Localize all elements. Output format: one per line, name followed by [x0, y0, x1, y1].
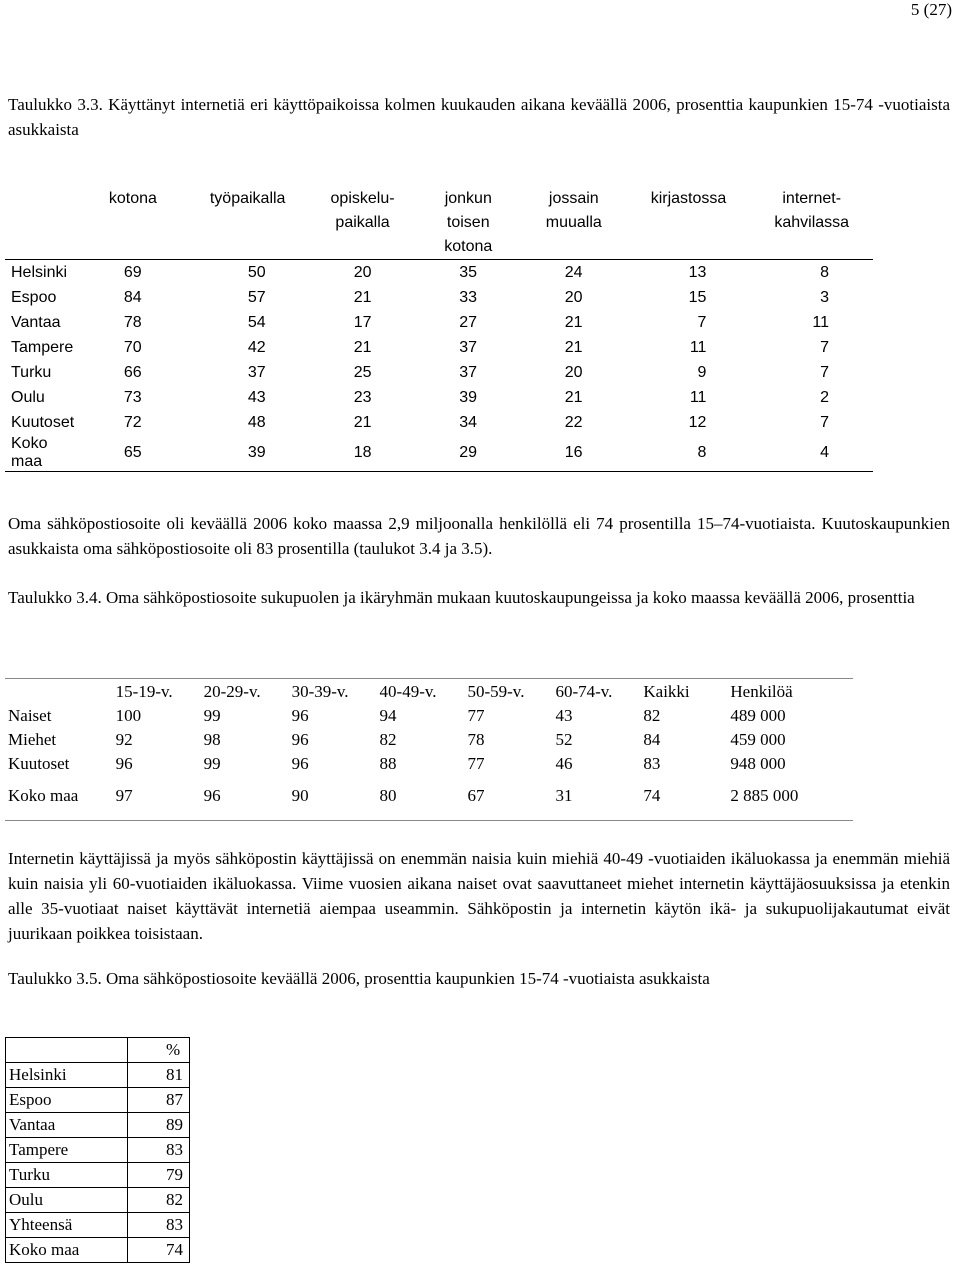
- cell-value: 65: [80, 435, 186, 472]
- cell-value: 7: [820, 338, 829, 356]
- column-header: 30-39-v.: [289, 679, 377, 705]
- table-row: [5, 435, 873, 472]
- table-3-3-caption: Taulukko 3.3. Käyttänyt internetiä eri käyttöpaikoissa kolmen kuukauden aikana keväällä 2006, prosenttia kaupunkien 15-74 -vuotiaista asukkaista: [8, 95, 950, 139]
- cell-value: 25: [353, 363, 372, 381]
- column-header: kirjastossa: [627, 187, 751, 260]
- cell-value: 96: [291, 706, 309, 725]
- cell-value: 37: [459, 363, 478, 381]
- table-row: [5, 728, 853, 752]
- cell-value: 73: [123, 388, 142, 406]
- cell-value: 7: [820, 413, 829, 431]
- cell-value: 96: [291, 730, 309, 749]
- cell-value: 67: [464, 776, 552, 821]
- table-3-4-caption: Taulukko 3.4. Oma sähköpostiosoite sukupuolen ja ikäryhmän mukaan kuutoskaupungeissa ja koko maassa keväällä 2006, prosenttia: [8, 588, 915, 607]
- cell-value: 9: [697, 363, 707, 381]
- row-label: Miehet: [8, 730, 57, 749]
- cell-value: 79: [128, 1163, 190, 1188]
- cell-value: 72: [123, 413, 142, 431]
- table-3-5: [5, 1037, 190, 1263]
- cell-value: 459 000: [730, 730, 786, 749]
- column-header: internet- kahvilassa: [750, 187, 873, 260]
- cell-value: 12: [688, 413, 707, 431]
- cell-value: 96: [115, 754, 133, 773]
- column-header: jossain muualla: [521, 187, 627, 260]
- cell-value: 70: [123, 338, 142, 356]
- cell-value: 21: [353, 413, 372, 431]
- table-row: [5, 285, 873, 310]
- cell-value: 23: [353, 388, 372, 406]
- column-header: Henkilöä: [727, 679, 853, 705]
- column-header: työpaikalla: [186, 187, 310, 260]
- cell-value: 77: [467, 754, 485, 773]
- table-row: [6, 1213, 190, 1238]
- row-label: Kuutoset: [8, 754, 70, 773]
- cell-value: 88: [379, 754, 397, 773]
- cell-value: 34: [459, 413, 478, 431]
- table-row: [6, 1163, 190, 1188]
- cell-value: 7: [820, 363, 829, 381]
- cell-value: 21: [353, 338, 372, 356]
- table-row: [5, 410, 873, 435]
- cell-value: 82: [128, 1188, 190, 1213]
- cell-value: 81: [128, 1063, 190, 1088]
- cell-value: 31: [552, 776, 640, 821]
- cell-value: 43: [555, 706, 573, 725]
- row-label: Oulu: [6, 1188, 128, 1213]
- cell-value: 29: [416, 435, 522, 472]
- cell-value: 17: [353, 313, 372, 331]
- page-number: 5 (27): [910, 0, 952, 19]
- table-row: [5, 385, 873, 410]
- cell-value: 57: [247, 288, 266, 306]
- row-label: Naiset: [8, 706, 52, 725]
- row-label: Vantaa: [6, 1113, 128, 1138]
- cell-value: 20: [564, 288, 583, 306]
- cell-value: 2: [820, 388, 829, 406]
- table-3-5-caption: Taulukko 3.5. Oma sähköpostiosoite keväällä 2006, prosenttia kaupunkien 15-74 -vuotiaista asukkaista: [8, 969, 710, 988]
- corner-cell: [6, 1038, 128, 1063]
- cell-value: 77: [467, 706, 485, 725]
- table-row: [5, 752, 853, 776]
- cell-value: 94: [379, 706, 397, 725]
- cell-value: 39: [186, 435, 310, 472]
- cell-value: 43: [247, 388, 266, 406]
- cell-value: 11: [812, 313, 829, 331]
- cell-value: 37: [459, 338, 478, 356]
- row-label: Espoo: [6, 1088, 128, 1113]
- cell-value: 99: [203, 706, 221, 725]
- cell-value: 8: [820, 263, 829, 281]
- cell-value: 92: [115, 730, 133, 749]
- cell-value: 39: [459, 388, 478, 406]
- row-label: Koko maa: [5, 776, 113, 821]
- cell-value: 24: [564, 263, 583, 281]
- table-row: [5, 260, 873, 286]
- column-header: 40-49-v.: [377, 679, 465, 705]
- table-row: [6, 1138, 190, 1163]
- cell-value: 97: [113, 776, 201, 821]
- column-header: jonkun toisen kotona: [416, 187, 522, 260]
- table-row: [6, 1063, 190, 1088]
- cell-value: 4: [750, 435, 873, 472]
- cell-value: 20: [353, 263, 372, 281]
- total-row: [5, 776, 853, 821]
- row-label: Tampere: [6, 1138, 128, 1163]
- cell-value: 3: [820, 288, 829, 306]
- column-header: 60-74-v.: [552, 679, 640, 705]
- column-header: 15-19-v.: [113, 679, 201, 705]
- table-row: [6, 1113, 190, 1138]
- table-row: [6, 1088, 190, 1113]
- column-header: 20-29-v.: [201, 679, 289, 705]
- cell-value: 21: [564, 313, 583, 331]
- row-label: Espoo: [11, 288, 57, 306]
- cell-value: 83: [643, 754, 661, 773]
- row-label: Vantaa: [11, 313, 61, 331]
- row-label: Koko maa: [6, 1238, 128, 1263]
- cell-value: 89: [128, 1113, 190, 1138]
- row-label: Tampere: [11, 338, 74, 356]
- table-row: [6, 1238, 190, 1263]
- cell-value: 20: [564, 363, 583, 381]
- row-label: Helsinki: [11, 263, 68, 281]
- cell-value: 96: [201, 776, 289, 821]
- cell-value: 87: [128, 1088, 190, 1113]
- paragraph-email-summary: Oma sähköpostiosoite oli keväällä 2006 koko maassa 2,9 miljoonalla henkilöllä eli 74 prosentilla 15–74-vuotiaista. Kuutoskaupunkien asukkaista oma sähköpostiosoite oli 83 prosentilla (taulukot 3.4 ja 3.5).: [8, 514, 950, 558]
- cell-value: 48: [247, 413, 266, 431]
- table-row: [5, 360, 873, 385]
- cell-value: 52: [555, 730, 573, 749]
- cell-value: 96: [291, 754, 309, 773]
- cell-value: 22: [564, 413, 583, 431]
- cell-value: 90: [289, 776, 377, 821]
- table-3-4: [5, 678, 853, 821]
- cell-value: 66: [123, 363, 142, 381]
- cell-value: 11: [689, 338, 707, 356]
- cell-value: 69: [123, 263, 142, 281]
- cell-value: 16: [521, 435, 627, 472]
- cell-value: 82: [643, 706, 661, 725]
- cell-value: 7: [697, 313, 707, 331]
- header-row: [5, 679, 853, 705]
- cell-value: 27: [459, 313, 478, 331]
- column-header: 50-59-v.: [464, 679, 552, 705]
- row-label: Turku: [11, 363, 52, 381]
- cell-value: 98: [203, 730, 221, 749]
- cell-value: 82: [379, 730, 397, 749]
- cell-value: 84: [643, 730, 661, 749]
- cell-value: 54: [247, 313, 266, 331]
- table-row: [6, 1188, 190, 1213]
- cell-value: 18: [310, 435, 416, 472]
- cell-value: 50: [247, 263, 266, 281]
- column-header: Kaikki: [640, 679, 727, 705]
- cell-value: 13: [688, 263, 707, 281]
- cell-value: 37: [247, 363, 266, 381]
- cell-value: 21: [564, 388, 583, 406]
- cell-value: 11: [689, 388, 707, 406]
- row-label: Koko maa: [5, 435, 80, 472]
- row-label: Oulu: [11, 388, 45, 406]
- cell-value: 78: [123, 313, 142, 331]
- header-row: [6, 1038, 190, 1063]
- cell-value: 2 885 000: [727, 776, 853, 821]
- cell-value: 74: [128, 1238, 190, 1263]
- cell-value: 489 000: [730, 706, 786, 725]
- cell-value: 948 000: [730, 754, 786, 773]
- cell-value: 15: [688, 288, 707, 306]
- row-label: Yhteensä: [6, 1213, 128, 1238]
- table-row: [5, 310, 873, 335]
- cell-value: 35: [459, 263, 478, 281]
- table-row: [5, 335, 873, 360]
- cell-value: 21: [564, 338, 583, 356]
- cell-value: 46: [555, 754, 573, 773]
- cell-value: 84: [123, 288, 142, 306]
- cell-value: 33: [459, 288, 478, 306]
- corner-cell: [5, 187, 80, 260]
- cell-value: 83: [128, 1213, 190, 1238]
- cell-value: 100: [115, 706, 142, 725]
- cell-value: 80: [377, 776, 465, 821]
- row-label: Turku: [6, 1163, 128, 1188]
- cell-value: 21: [353, 288, 372, 306]
- cell-value: 42: [247, 338, 266, 356]
- column-header: opiskelu- paikalla: [310, 187, 416, 260]
- row-label: Kuutoset: [11, 413, 75, 431]
- paragraph-gender-age: Internetin käyttäjissä ja myös sähköpostin käyttäjissä on enemmän naisia kuin miehiä 40-49 -vuotiaiden ikäluokassa ja enemmän miehiä kuin naisia yli 60-vuotiaiden ikäluokassa. Viime vuosien aikana naiset ovat saavuttaneet miehet internetin käyttäjäosuuksissa ja etenkin alle 35-vuotiaat naiset käyttävät internetiä aiempaa useammin. Sähköpostin ja internetin käytön ikä- ja sukupuolijakautumat eivät juurikaan poikkea toisistaan.: [8, 849, 950, 943]
- cell-value: 8: [627, 435, 751, 472]
- column-header: %: [128, 1038, 190, 1063]
- row-label: Helsinki: [6, 1063, 128, 1088]
- corner-cell: [5, 679, 113, 705]
- cell-value: 78: [467, 730, 485, 749]
- table-3-3: [5, 187, 873, 472]
- cell-value: 99: [203, 754, 221, 773]
- column-header: kotona: [80, 187, 186, 260]
- table-row: [5, 704, 853, 728]
- cell-value: 74: [640, 776, 727, 821]
- cell-value: 83: [128, 1138, 190, 1163]
